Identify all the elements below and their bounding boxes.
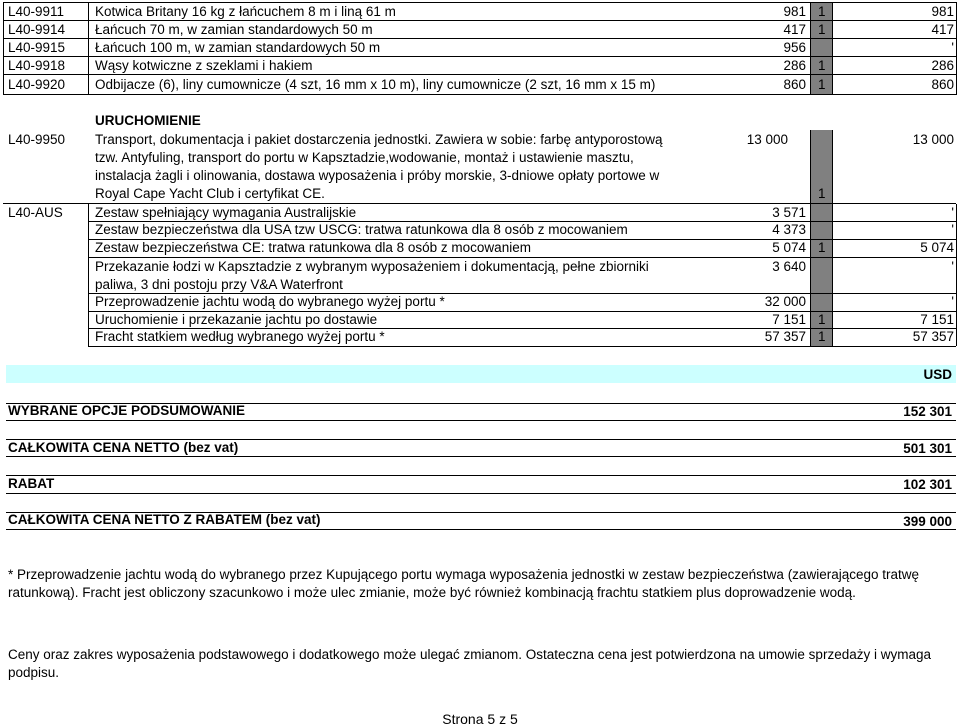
item-quantity: 1	[818, 4, 826, 19]
item-code: L40-9914	[8, 22, 66, 37]
item-description: Przekazanie łodzi w Kapsztadzie z wybranym wyposażeniem i dokumentacją, pełne zbiorniki	[95, 259, 649, 274]
table-row	[0, 258, 960, 276]
summary-value: 102 301	[903, 477, 952, 492]
item-description: Zestaw bezpieczeństwa dla USA tzw USCG: tratwa ratunkowa dla 8 osób z mocowaniem	[95, 222, 628, 237]
item-quantity: 1	[818, 312, 826, 327]
summary-label: CAŁKOWITA CENA NETTO (bez vat)	[8, 440, 239, 455]
table-row	[0, 131, 960, 149]
item-description: tzw. Antyfuling, transport do portu w Kapsztadzie,wodowanie, montaż i ustawienie masztu,	[95, 150, 634, 165]
item-price: 417	[783, 22, 806, 37]
item-total: 286	[931, 58, 954, 73]
item-description: Zestaw bezpieczeństwa CE: tratwa ratunkowa dla 8 osób z mocowaniem	[95, 240, 531, 255]
summary-border	[6, 475, 956, 476]
item-price: 57 357	[764, 329, 806, 344]
item-description: Transport, dokumentacja i pakiet dostarczenia jednostki. Zawiera w sobie: farbę antyporostową	[95, 132, 663, 147]
item-quantity: 1	[818, 58, 826, 73]
page-number: Strona 5 z 5	[442, 711, 518, 727]
item-code: L40-9950	[8, 132, 66, 147]
table-row	[0, 21, 960, 39]
item-description: paliwa, 3 dni postoju przy V&A Waterfront	[95, 277, 343, 292]
item-price: 956	[783, 40, 806, 55]
item-description: Royal Cape Yacht Club i certyfikat CE.	[95, 186, 325, 201]
summary-value: 399 000	[903, 514, 952, 529]
item-description: Zestaw spełniający wymagania Australijskie	[95, 205, 357, 220]
item-total: '	[951, 205, 954, 220]
table-row	[0, 311, 960, 329]
item-price: 860	[783, 77, 806, 92]
summary-border	[6, 493, 956, 494]
table-row	[0, 221, 960, 239]
item-quantity: 1	[818, 22, 826, 37]
item-price: 13 000	[746, 132, 788, 147]
footnote-prices: Ceny oraz zakres wyposażenia podstawowego i dodatkowego może ulegać zmianom. Ostateczna cena jest potwierdzona na umowie sprzedaży i wymaga podpisu.	[8, 647, 931, 680]
item-description: instalacja żagli i olinowania, dostawa wyposażenia i próby morskie, 3-dniowe opłaty portowe w	[95, 168, 660, 183]
item-code: L40-9920	[8, 77, 66, 92]
item-price: 981	[783, 4, 806, 19]
item-code: L40-9918	[8, 58, 66, 73]
currency-label: USD	[923, 367, 952, 382]
section-heading: URUCHOMIENIE	[95, 113, 201, 128]
summary-border	[6, 456, 956, 457]
item-code: L40-AUS	[8, 205, 63, 220]
item-total: 5 074	[920, 240, 954, 255]
table-row	[0, 293, 960, 311]
item-price: 3 571	[772, 205, 806, 220]
table-row	[0, 3, 960, 21]
item-price: 3 640	[772, 259, 806, 274]
item-description: Łańcuch 100 m, w zamian standardowych 50 m	[95, 40, 381, 55]
item-total: '	[951, 40, 954, 55]
footnote-shipping: * Przeprowadzenie jachtu wodą do wybranego przez Kupującego portu wymaga wyposażenia jednostki w zestaw bezpieczeństwa (zawierającego tratwę ratunkową). Fracht jest obliczony szacunkowo i może ulec zmianie, może być również kombinacją frachtu statkiem plus doprowadzenie wodą.	[8, 567, 919, 600]
summary-label: RABAT	[8, 476, 55, 491]
item-description: Uruchomienie i przekazanie jachtu po dostawie	[95, 312, 378, 327]
item-total: 417	[931, 22, 954, 37]
currency-band	[6, 365, 956, 383]
item-code: L40-9911	[8, 4, 65, 19]
summary-border	[6, 420, 956, 421]
summary-border	[6, 529, 956, 530]
item-price: 32 000	[764, 294, 806, 309]
table-row	[0, 239, 960, 257]
item-total: '	[951, 259, 954, 274]
item-total: 7 151	[920, 312, 954, 327]
item-quantity: 1	[818, 77, 826, 92]
table-row	[0, 204, 960, 222]
table-row	[0, 76, 960, 94]
summary-value: 501 301	[903, 441, 952, 456]
item-description-line	[0, 149, 960, 167]
item-description: Przeprowadzenie jachtu wodą do wybranego wyżej portu *	[95, 294, 445, 309]
item-price: 4 373	[772, 222, 806, 237]
item-description-line	[0, 167, 960, 185]
row-divider	[88, 346, 956, 347]
item-quantity: 1	[818, 329, 826, 344]
item-description: Kotwica Britany 16 kg z łańcuchem 8 m i liną 61 m	[95, 4, 396, 19]
item-description-line	[0, 185, 960, 203]
summary-value: 152 301	[903, 404, 952, 419]
item-total: 13 000	[912, 132, 954, 147]
item-quantity: 1	[818, 240, 826, 255]
summary-label: CAŁKOWITA CENA NETTO Z RABATEM (bez vat)	[8, 512, 321, 527]
table-row	[0, 328, 960, 346]
item-total: '	[951, 294, 954, 309]
item-price: 7 151	[772, 312, 806, 327]
table-row	[0, 39, 960, 57]
item-code: L40-9915	[8, 40, 66, 55]
item-price: 286	[783, 58, 806, 73]
table-row	[0, 57, 960, 75]
item-description: Łańcuch 70 m, w zamian standardowych 50 m	[95, 22, 373, 37]
item-description: Odbijacze (6), liny cumownicze (4 szt, 16 mm x 10 m), liny cumownicze (2 szt, 16 mm x 15 m)	[95, 77, 656, 92]
item-total: 860	[931, 77, 954, 92]
summary-label: WYBRANE OPCJE PODSUMOWANIE	[8, 403, 246, 418]
item-total: '	[951, 222, 954, 237]
item-description: Wąsy kotwiczne z szeklami i hakiem	[95, 58, 313, 73]
table-border	[3, 94, 956, 95]
item-total: 981	[931, 4, 954, 19]
item-description: Fracht statkiem według wybranego wyżej portu *	[95, 329, 385, 344]
item-price: 5 074	[772, 240, 806, 255]
item-description-line	[0, 276, 960, 294]
item-quantity: 1	[818, 186, 826, 201]
item-total: 57 357	[912, 329, 954, 344]
